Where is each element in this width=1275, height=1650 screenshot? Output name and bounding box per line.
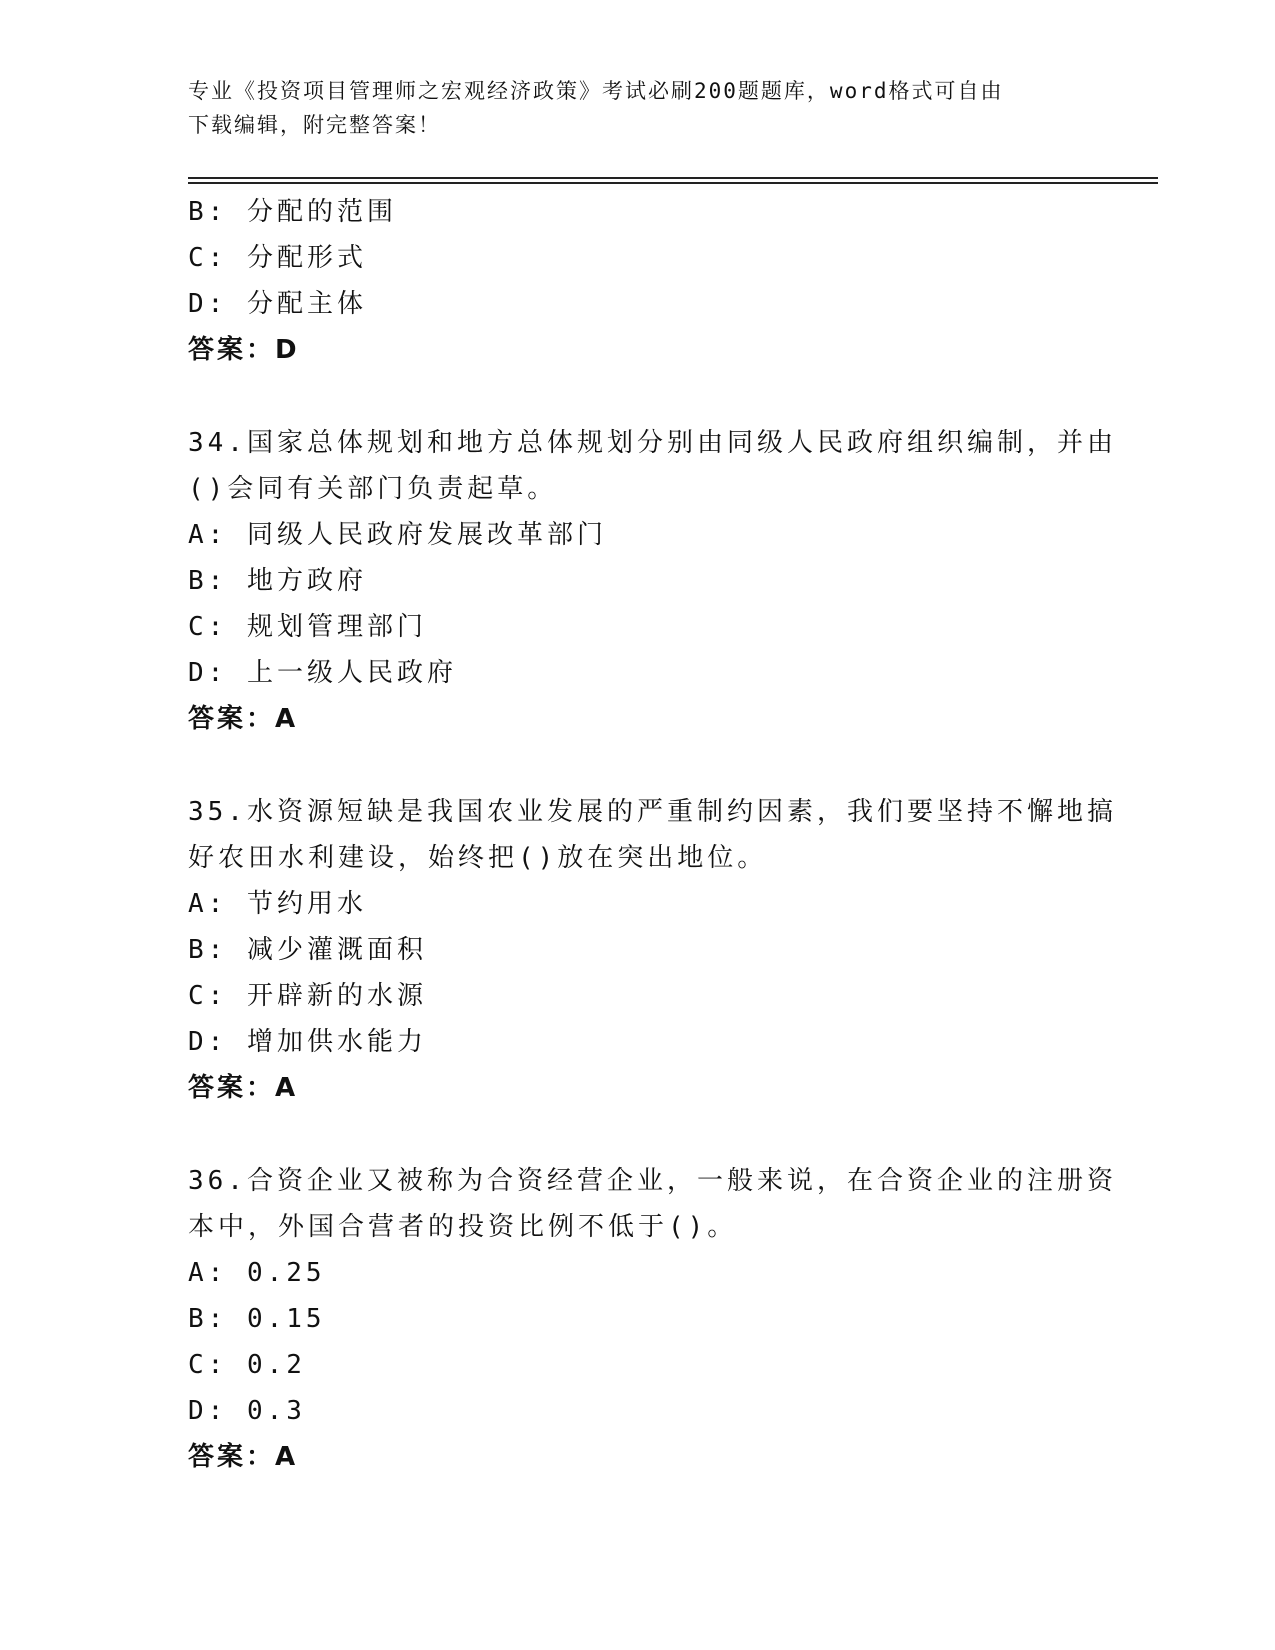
option-a — [188, 881, 1088, 927]
question-text-line-1: 34.国家总体规划和地方总体规划分别由同级人民政府组织编制，并由 — [188, 428, 1117, 458]
option-text: 地方政府 — [246, 566, 367, 596]
option-text: 开辟新的水源 — [246, 981, 427, 1011]
header-rule-bottom — [188, 182, 1158, 184]
header-rule-top — [188, 177, 1158, 179]
question-text-line-2: ()会同有关部门负责起草。 — [188, 474, 558, 504]
option-b — [188, 927, 1088, 973]
option-text: 增加供水能力 — [246, 1027, 427, 1057]
option-d — [188, 650, 1088, 696]
option-c — [188, 973, 1088, 1019]
option-letter: B: — [188, 1304, 228, 1334]
option-text: 上一级人民政府 — [246, 658, 457, 688]
answer-line: 答案：A — [188, 1442, 299, 1472]
option-b — [188, 189, 1088, 235]
header-line-1: 专业《投资项目管理师之宏观经济政策》考试必刷200题题库，word格式可自由 — [188, 79, 1004, 103]
option-letter: D: — [188, 658, 228, 688]
option-letter: A: — [188, 889, 228, 919]
option-text: 减少灌溉面积 — [246, 935, 427, 965]
option-letter: A: — [188, 520, 228, 550]
option-letter: B: — [188, 197, 228, 227]
option-a — [188, 1250, 1088, 1296]
option-text: 节约用水 — [246, 889, 367, 919]
option-letter: D: — [188, 1027, 228, 1057]
option-c — [188, 604, 1088, 650]
option-letter: B: — [188, 566, 228, 596]
option-d — [188, 1019, 1088, 1065]
option-c — [188, 235, 1088, 281]
question-text-line-1: 36.合资企业又被称为合资经营企业，一般来说，在合资企业的注册资 — [188, 1166, 1117, 1196]
option-text: 规划管理部门 — [246, 612, 427, 642]
option-c — [188, 1342, 1088, 1388]
option-letter: A: — [188, 1258, 228, 1288]
option-d — [188, 1388, 1088, 1434]
document-body — [188, 189, 1117, 1480]
option-letter: C: — [188, 981, 228, 1011]
option-letter: D: — [188, 1396, 228, 1426]
option-letter: C: — [188, 1350, 228, 1380]
option-text: 同级人民政府发展改革部门 — [246, 520, 607, 550]
question-block-36 — [188, 1158, 1117, 1480]
option-letter: D: — [188, 289, 228, 319]
option-text: 0.2 — [246, 1350, 306, 1380]
option-letter: B: — [188, 935, 228, 965]
option-text: 分配的范围 — [246, 197, 397, 227]
question-text-line-2: 好农田水利建设，始终把()放在突出地位。 — [188, 843, 768, 873]
option-a — [188, 512, 1088, 558]
question-block-35 — [188, 789, 1117, 1111]
option-text: 分配主体 — [246, 289, 367, 319]
option-letter: C: — [188, 612, 228, 642]
option-text: 0.3 — [246, 1396, 306, 1426]
prev-question-block — [188, 189, 1088, 373]
document-header — [188, 74, 1088, 142]
option-text: 分配形式 — [246, 243, 367, 273]
option-d — [188, 281, 1088, 327]
option-b — [188, 1296, 1088, 1342]
option-text: 0.25 — [246, 1258, 326, 1288]
header-line-2: 下载编辑，附完整答案！ — [188, 113, 441, 137]
option-text: 0.15 — [246, 1304, 326, 1334]
option-b — [188, 558, 1088, 604]
question-text-line-2: 本中，外国合营者的投资比例不低于()。 — [188, 1212, 738, 1242]
answer-line: 答案：A — [188, 1073, 299, 1103]
option-letter: C: — [188, 243, 228, 273]
question-block-34 — [188, 420, 1117, 742]
answer-line: 答案：A — [188, 704, 299, 734]
answer-line: 答案：D — [188, 335, 300, 365]
question-text-line-1: 35.水资源短缺是我国农业发展的严重制约因素，我们要坚持不懈地搞 — [188, 797, 1117, 827]
